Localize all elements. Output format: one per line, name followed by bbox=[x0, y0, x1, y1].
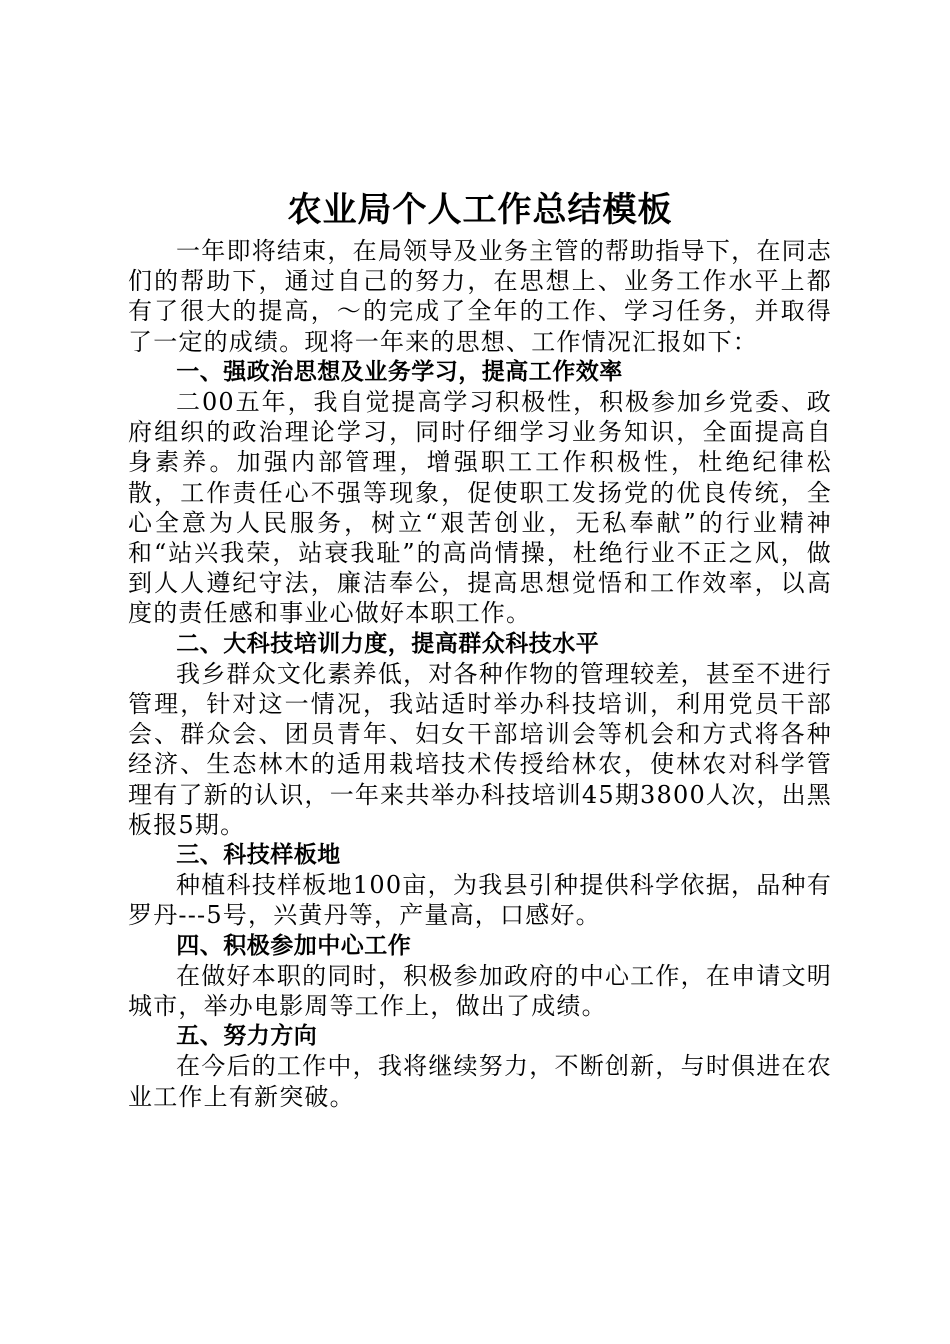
section-5-heading: 五、努力方向 bbox=[176, 1023, 318, 1050]
section-5-body: 在今后的工作中，我将继续努力，不断创新，与时俱进在农业工作上有新突破。 bbox=[128, 1052, 832, 1111]
section-2-body: 我乡群众文化素养低，对各种作物的管理较差，甚至不进行管理，针对这一情况，我站适时举办科技培训，利用党员干部会、群众会、团员青年、妇女干部培训会等机会和方式将各种经济、生态林木的适用栽培技术传授给林农，使林农对科学管理有了新的认识，一年来共举办科技培训45期3800人次，出黑板报5期。 bbox=[128, 659, 832, 839]
section-1-body: 二00五年，我自觉提高学习积极性，积极参加乡党委、政府组织的政治理论学习，同时仔细学习业务知识，全面提高自身素养。加强内部管理，增强职工工作积极性，杜绝纪律松散，工作责任心不强等现象，促使职工发扬党的优良传统，全心全意为人民服务，树立“艰苦创业，无私奉献”的行业精神和“站兴我荣，站衰我耻”的高尚情操，杜绝行业不正之风，做到人人遵纪守法，廉洁奉公，提高思想觉悟和工作效率，以高度的责任感和事业心做好本职工作。 bbox=[128, 388, 832, 628]
document-title: 农业局个人工作总结模板 bbox=[287, 190, 673, 230]
section-3-heading: 三、科技样板地 bbox=[176, 842, 341, 869]
section-4-heading: 四、积极参加中心工作 bbox=[176, 932, 412, 959]
section-1-heading: 一、强政治思想及业务学习，提高工作效率 bbox=[176, 358, 623, 385]
section-3-body: 种植科技样板地100亩，为我县引种提供科学依据，品种有罗丹---5号，兴黄丹等，产量高，口感好。 bbox=[128, 871, 832, 930]
section-4-body: 在做好本职的同时，积极参加政府的中心工作，在申请文明城市，举办电影周等工作上，做出了成绩。 bbox=[128, 961, 832, 1021]
document-page bbox=[128, 184, 832, 1112]
section-2-heading: 二、大科技培训力度，提高群众科技水平 bbox=[176, 630, 600, 657]
intro-paragraph: 一年即将结束，在局领导及业务主管的帮助指导下，在同志们的帮助下，通过自己的努力，在思想上、业务工作水平上都有了很大的提高，～的完成了全年的工作、学习任务，并取得了一定的成绩。现将一年来的思想、工作情况汇报如下： bbox=[128, 237, 832, 356]
